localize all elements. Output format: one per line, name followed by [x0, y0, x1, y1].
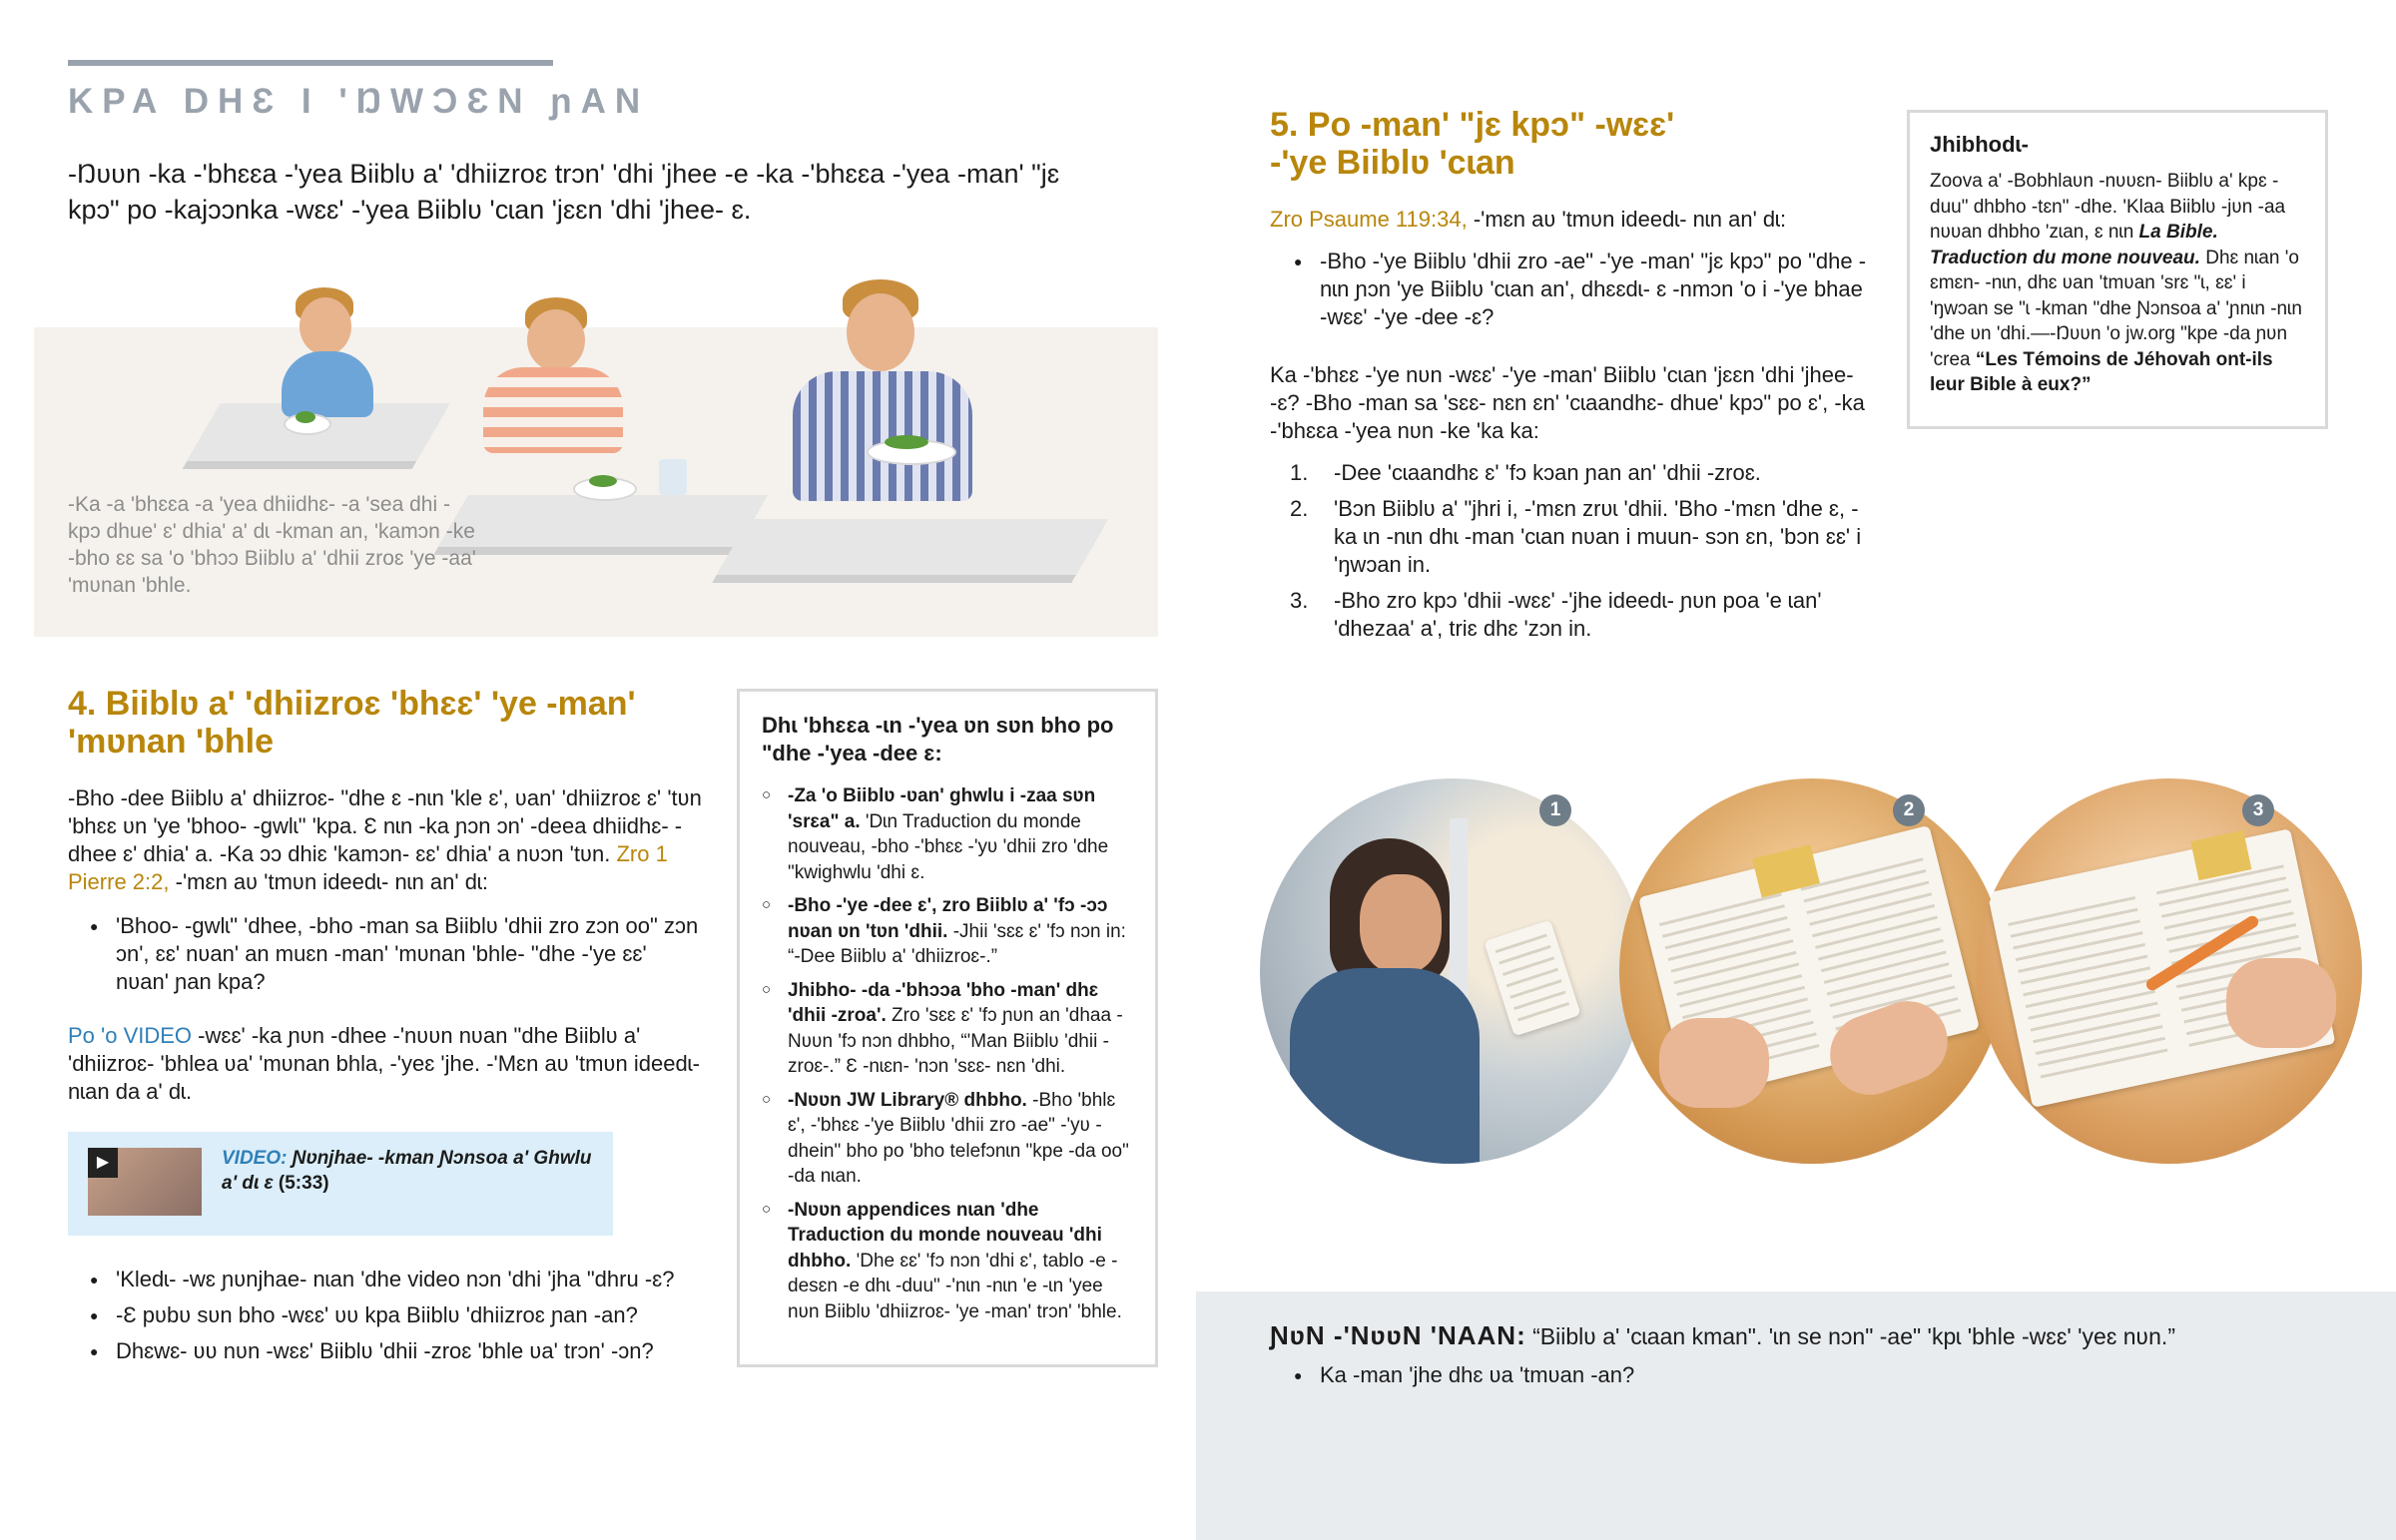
table-3	[717, 519, 1108, 575]
summary-label: ƝʋN -'NʋʋN 'NAAN:	[1270, 1320, 1526, 1350]
summary-text: “Biiblʋ a' 'cɩaan kman". 'ɩn se nɔn" -ae" 'kpɩ 'bhle -wɛɛ' 'yeɛ nʋn.”	[1532, 1323, 2175, 1349]
video-title-block[interactable]	[222, 1146, 601, 1196]
scripture-link-psaume[interactable]: Zro Psaume 119:34,	[1270, 207, 1468, 232]
lesson-kicker: KPA DHƐ I 'ŊWƆƐN ɲAN	[68, 82, 650, 121]
step-number: 2.	[1290, 496, 1309, 521]
boy-2-head	[527, 309, 585, 371]
step-text: -Dee 'cɩaandhɛ ɛ' 'fɔ kɔan ɲan an' 'dhii -zroɛ.	[1334, 460, 1761, 485]
food-3	[885, 435, 928, 449]
article-title-link[interactable]: “Les Témoins de Jéhovah ont-ils leur Bible à eux?”	[1930, 348, 2273, 395]
section-5-text: -'mɛn aʋ 'tmʋn ideedɩ- nɩn an' dɩ:	[1473, 207, 1787, 232]
tip-item	[762, 893, 1135, 970]
food-1	[296, 411, 315, 423]
bible-note-text-mid: Dhɛ nɩan 'o ɛmɛn- -nɩn, dhɛ ʋan 'tmʋan 'srɛ "ɩ, ɛɛ' i 'ŋwɔan se "ɩ -kman "dhe Ɲɔnsoa a' 'ɲnɩn -nɩn 'dhe ʋn 'dhi.—-Ŋʋʋn 'o jw.org "kpe -da ɲʋn 'crea	[1930, 247, 2302, 370]
summary-line	[1270, 1319, 2368, 1352]
bible-note-text	[1930, 169, 2305, 398]
tip-item	[762, 978, 1135, 1080]
photo-open-bible	[1619, 778, 2005, 1164]
video-label: VIDEO:	[222, 1148, 288, 1169]
bible-note-title: Jhibhodɩ-	[1930, 132, 2029, 157]
step-text: -Bho zro kpɔ 'dhii -wɛɛ' -'jhe ideedɩ- ɲʋn poa 'e ɩan' 'dhezaa' a', triɛ dhɛ 'zɔn in.	[1334, 588, 1822, 641]
tip-item	[762, 1198, 1135, 1325]
book-text	[1496, 934, 1571, 1027]
video-link[interactable]: Po 'o VIDEO	[68, 1023, 193, 1048]
tips-box	[737, 689, 1158, 1367]
tip-bold: -Nʋʋn appendices nɩan 'dhe Traduction du monde nouveau 'dhi dhbho.	[788, 1199, 1102, 1272]
boy-3	[773, 279, 992, 519]
list-item: ● 'Kledɩ- -wɛ ɲʋnjhae- nɩan 'dhe video nɔn 'dhi 'jha "dhru -ɛ?	[90, 1262, 729, 1297]
video-question-list	[90, 1262, 729, 1369]
video-title: Ɲʋnjhae- -kman Ɲɔnsoa a' Ghwlu a' dɩ ɛ	[222, 1148, 592, 1194]
tip-text: 'Dɩn Traduction du monde nouveau, -bho -'bhɛɛ -'yʋ 'dhii zro 'dhe "kwighwlu 'dhi ɛ.	[788, 810, 1109, 883]
steps-list	[1290, 459, 1869, 651]
step-text: 'Bɔn Biiblʋ a' "jhri i, -'mɛn zrʋɩ 'dhii. 'Bho -'mɛn 'dhe ɛ, -ka ɩn -nɩn dhɩ -man 'cɩan nʋan i muun- sɔn ɛn, 'bɔn ɛɛ' i 'ŋwɔan in.	[1334, 496, 1862, 577]
photo-badge-2: 2	[1893, 794, 1925, 826]
list-item: ● 'Bhoo- -gwlɩ" 'dhee, -bho -man sa Biiblʋ 'dhii zro zɔn oo" zɔn ɔn', ɛɛ' nʋan' an muɛn -man' 'mʋnan 'bhle- "dhe -'ye ɛɛ' nʋan' ɲan kpa?	[90, 912, 705, 996]
bible-note-text-start: Zoova a' -Bobhlaʋn -nʋʋɛn- Biiblʋ a' kpɛ -duu" dhbho -tɛn" -dhe. 'Klaa Biiblʋ -jʋn -aa nʋʋan dhbho 'zɩan, ɛ nɩn	[1930, 171, 2286, 243]
photo-badge-3: 3	[2242, 794, 2274, 826]
section-4-paragraph	[68, 784, 707, 896]
list-item: ● -Bho -'ye Biiblʋ 'dhii zro -ae" -'ye -man' "jɛ kpɔ" po "dhe -nɩn ɲɔn 'ye Biiblʋ 'cɩan an', dhɛɛdɩ- ɛ -nmɔn 'o i -'ye bhae -wɛɛ' -'ye -dee -ɛ?	[1294, 248, 1873, 331]
summary-question-list	[1294, 1361, 2192, 1389]
tip-item	[762, 1088, 1135, 1190]
backpack	[1290, 968, 1480, 1164]
tips-list	[762, 783, 1135, 1324]
bible-note-box	[1907, 110, 2328, 429]
book	[1484, 920, 1580, 1037]
section-5-question-list	[1294, 248, 1873, 331]
video-duration: (5:33)	[278, 1173, 329, 1194]
tip-text: -Jhii 'sɛɛ ɛ' 'fɔ nɔn in: “-Dee Biiblʋ a' 'dhiizroɛ-.”	[788, 920, 1126, 967]
tip-item	[762, 783, 1135, 885]
section-4-text-end: -'mɛn aʋ 'tmʋn ideedɩ- nɩn an' dɩ:	[175, 869, 488, 894]
tip-bold: -Za 'o Biiblʋ -ʋan' ghwlu i -zaa sʋn 'srɛa" a.	[788, 785, 1096, 832]
tip-text: Zro 'sɛɛ ɛ' 'fɔ ɲʋn an 'dhaa -Nʋʋn 'fɔ nɔn dhbho, “'Man Biiblʋ 'dhii -zroɛ-.” Ɛ -nɩɛn- 'nɔn 'sɛɛ- nɛn 'dhi.	[788, 1005, 1123, 1077]
step-item	[1290, 587, 1869, 643]
section-5-heading: 5. Po -man' "jɛ kpɔ" -wɛɛ' -'ye Biiblʋ 'cɩan	[1270, 106, 1675, 182]
step-number: 1.	[1290, 460, 1309, 485]
step-item	[1290, 459, 1869, 487]
tip-text: 'Dhe ɛɛ' 'fɔ nɔn 'dhi ɛ', tablo -e -desɛn -e dhɩ -duu" -'nɩn -nɩn 'e -ɩn 'yee nʋn Biiblʋ 'dhiizroɛ- 'ye -man' trɔn' 'bhle.	[788, 1250, 1122, 1322]
video-paragraph-text: -wɛɛ' -ka ɲʋn -dhee -'nʋʋn nʋan "dhe Biiblʋ a' 'dhiizroɛ- 'bhlea ʋa' 'mʋnan bhla, -'yeɛ 'jhe. -'Mɛn aʋ 'tmʋn ideedɩ- nɩan da a' dɩ.	[68, 1023, 700, 1104]
table-2	[438, 495, 768, 547]
tip-bold: Jhibho- -da -'bhɔɔa 'bho -man' dhɛ 'dhii -zroa'.	[788, 979, 1099, 1026]
girl-face	[1360, 874, 1442, 974]
left-hand	[1659, 1018, 1769, 1108]
boy-2	[453, 297, 633, 467]
boy-1-shirt	[282, 351, 373, 417]
photo-girl-reading	[1260, 778, 1645, 1164]
illustration-caption: -Ka -a 'bhɛɛa -a 'yea dhiidhɛ- -a 'sea dhi -kpɔ dhue' ɛ' dhia' a' dɩ -kman an, 'kamɔn -ke -bho ɛɛ sa 'o 'bhɔɔ Biiblʋ a' 'dhii zroɛ 'ye -aa' 'mʋnan 'bhle.	[68, 493, 476, 597]
boy-1	[260, 287, 399, 427]
hand	[2226, 958, 2336, 1048]
tips-box-title: Dhɩ 'bhɛɛa -ɩn -'yea ʋn sʋn bho po "dhe -'yea -dee ɛ:	[762, 713, 1114, 766]
section-5-paragraph-2: Ka -'bhɛɛ -'ye nʋn -wɛɛ' -'ye -man' Biiblʋ 'cɩan 'jɛɛn 'dhi 'jhee- -ɛ? -Bho -man sa 'sɛɛ- nɛn ɛn' 'cɩaandhɛ- dhue' kpɔ" po ɛ', -ka -'bhɛɛa -'yea nʋn -ke 'ka ka:	[1270, 362, 1865, 443]
play-icon[interactable]: ▶	[88, 1148, 118, 1178]
section-4-video-paragraph	[68, 1022, 707, 1106]
lesson-intro: -Ŋʋʋn -ka -'bhɛɛa -'yea Biiblʋ a' 'dhiizroɛ trɔn' 'dhi 'jhee -e -ka -'bhɛɛa -'yea -man' "jɛ kpɔ" po -kajɔɔnka -wɛɛ' -'yea Biiblʋ 'cɩan 'jɛɛn 'dhi 'jhee- ɛ.	[68, 159, 1060, 225]
step-number: 3.	[1290, 588, 1309, 613]
photo-badge-1: 1	[1539, 794, 1571, 826]
video-card[interactable]	[68, 1132, 613, 1236]
photo-bible-with-pen	[1977, 778, 2362, 1164]
tip-bold: -Nʋʋn JW Library® dhbho.	[788, 1089, 1027, 1111]
step-item	[1290, 495, 1869, 579]
header-rule	[68, 60, 553, 66]
section-4-text: -Bho -dee Biiblʋ a' dhiizroɛ- "dhe ɛ -nɩn 'kle ɛ', ʋan' 'dhiizroɛ ɛ' 'tʋn 'bhɛɛ ʋn 'ye 'bhoo- -gwlɩ" 'kpa. Ɛ nɩn -ka ɲɔn ɔn' -deea dhiidhɛ- -dhee ɛ' dhia' a. -Ka ɔɔ dhiɛ 'kamɔn- ɛɛ' dhia' a nʋɔn 'tʋn.	[68, 785, 702, 866]
scripture-link-1-pierre[interactable]: Zro 1 Pierre 2:2,	[68, 841, 668, 894]
tip-bold: -Bho -'ye -dee ɛ', zro Biiblʋ a' 'fɔ -ɔɔ nʋan ʋn 'tʋn 'dhii.	[788, 895, 1108, 942]
bible-title: La Bible. Traduction du mone nouveau.	[1930, 222, 2218, 268]
list-item: ● Dhɛwɛ- ʋʋ nʋn -wɛɛ' Biiblʋ 'dhii -zroɛ 'bhle ʋa' trɔn' -ɔn?	[90, 1333, 729, 1369]
boy-2-shirt	[483, 367, 623, 453]
video-thumbnail[interactable]	[88, 1148, 202, 1216]
list-item: ● Ka -man 'jhe dhɛ ʋa 'tmʋan -an?	[1294, 1361, 2192, 1389]
left-page-text	[2008, 896, 2169, 1085]
section-4-question-list	[90, 912, 705, 996]
boy-3-shirt	[793, 371, 972, 501]
list-item: ● -Ɛ pʋbʋ sʋn bho -wɛɛ' ʋʋ kpa Biiblʋ 'dhiizroɛ ɲan -an?	[90, 1297, 729, 1333]
section-4-heading: 4. Biiblʋ a' 'dhiizroɛ 'bhɛɛ' 'ye -man' 'mʋnan 'bhle	[68, 685, 636, 761]
section-5-paragraph	[1270, 206, 1869, 234]
boy-3-head	[847, 293, 914, 371]
boy-1-head	[300, 297, 351, 355]
food-2	[589, 475, 617, 487]
glass	[659, 459, 687, 495]
tip-text: -Bho 'bhlɛ ɛ', -'bhɛɛ -'ye Biiblʋ 'dhii zro -ae" -'yʋ -dhein" bho po 'bho telefɔnɩn "kpe -da oo" -da nɩan.	[788, 1089, 1129, 1187]
